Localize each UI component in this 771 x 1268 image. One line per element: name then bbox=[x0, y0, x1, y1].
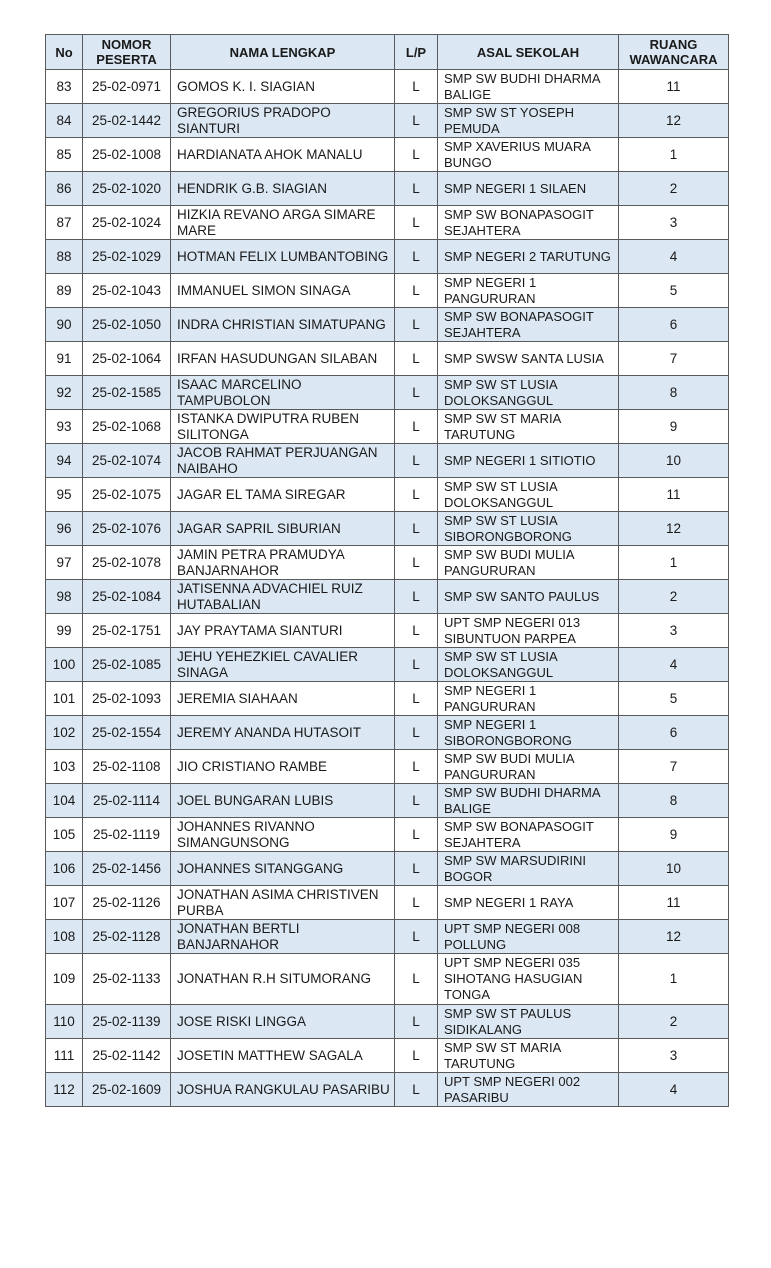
cell-nomor-peserta: 25-02-1585 bbox=[83, 376, 171, 410]
cell-lp: L bbox=[395, 1073, 438, 1107]
cell-ruang-wawancara: 2 bbox=[619, 1005, 729, 1039]
cell-nama-lengkap: JOHANNES SITANGGANG bbox=[171, 852, 395, 886]
cell-lp: L bbox=[395, 172, 438, 206]
header-nomor-peserta: NOMOR PESERTA bbox=[83, 35, 171, 70]
participant-table bbox=[45, 34, 729, 1107]
cell-lp: L bbox=[395, 546, 438, 580]
table-row bbox=[46, 580, 729, 614]
cell-asal-sekolah: SMP SW BONAPASOGIT SEJAHTERA bbox=[438, 818, 619, 852]
cell-nama-lengkap: ISAAC MARCELINO TAMPUBOLON bbox=[171, 376, 395, 410]
cell-nama-lengkap: JOHANNES RIVANNO SIMANGUNSONG bbox=[171, 818, 395, 852]
cell-no: 85 bbox=[46, 138, 83, 172]
cell-ruang-wawancara: 4 bbox=[619, 1073, 729, 1107]
header-nama-lengkap: NAMA LENGKAP bbox=[171, 35, 395, 70]
table-row bbox=[46, 512, 729, 546]
table-row bbox=[46, 1039, 729, 1073]
cell-nomor-peserta: 25-02-1076 bbox=[83, 512, 171, 546]
cell-no: 92 bbox=[46, 376, 83, 410]
participant-table-sheet bbox=[45, 34, 729, 1107]
cell-no: 96 bbox=[46, 512, 83, 546]
cell-ruang-wawancara: 11 bbox=[619, 478, 729, 512]
cell-asal-sekolah: SMP NEGERI 1 RAYA bbox=[438, 886, 619, 920]
cell-ruang-wawancara: 8 bbox=[619, 376, 729, 410]
cell-ruang-wawancara: 1 bbox=[619, 546, 729, 580]
cell-ruang-wawancara: 4 bbox=[619, 240, 729, 274]
cell-lp: L bbox=[395, 376, 438, 410]
cell-no: 83 bbox=[46, 70, 83, 104]
cell-nomor-peserta: 25-02-1050 bbox=[83, 308, 171, 342]
cell-nomor-peserta: 25-02-1751 bbox=[83, 614, 171, 648]
cell-lp: L bbox=[395, 308, 438, 342]
table-row bbox=[46, 750, 729, 784]
cell-lp: L bbox=[395, 206, 438, 240]
cell-asal-sekolah: UPT SMP NEGERI 013 SIBUNTUON PARPEA bbox=[438, 614, 619, 648]
table-row bbox=[46, 240, 729, 274]
cell-no: 86 bbox=[46, 172, 83, 206]
cell-nama-lengkap: JATISENNA ADVACHIEL RUIZ HUTABALIAN bbox=[171, 580, 395, 614]
cell-nomor-peserta: 25-02-1078 bbox=[83, 546, 171, 580]
cell-nama-lengkap: IRFAN HASUDUNGAN SILABAN bbox=[171, 342, 395, 376]
cell-nama-lengkap: HIZKIA REVANO ARGA SIMARE MARE bbox=[171, 206, 395, 240]
cell-nomor-peserta: 25-02-1008 bbox=[83, 138, 171, 172]
cell-nomor-peserta: 25-02-1075 bbox=[83, 478, 171, 512]
cell-lp: L bbox=[395, 138, 438, 172]
cell-lp: L bbox=[395, 784, 438, 818]
cell-asal-sekolah: SMP NEGERI 1 SILAEN bbox=[438, 172, 619, 206]
cell-lp: L bbox=[395, 818, 438, 852]
cell-nama-lengkap: JEHU YEHEZKIEL CAVALIER SINAGA bbox=[171, 648, 395, 682]
cell-asal-sekolah: SMP SW BUDHI DHARMA BALIGE bbox=[438, 784, 619, 818]
cell-lp: L bbox=[395, 954, 438, 1005]
cell-lp: L bbox=[395, 614, 438, 648]
cell-no: 87 bbox=[46, 206, 83, 240]
cell-no: 108 bbox=[46, 920, 83, 954]
cell-lp: L bbox=[395, 410, 438, 444]
cell-nama-lengkap: HOTMAN FELIX LUMBANTOBING bbox=[171, 240, 395, 274]
cell-asal-sekolah: SMP SW BUDI MULIA PANGURURAN bbox=[438, 546, 619, 580]
cell-lp: L bbox=[395, 682, 438, 716]
cell-ruang-wawancara: 11 bbox=[619, 886, 729, 920]
cell-ruang-wawancara: 11 bbox=[619, 70, 729, 104]
cell-lp: L bbox=[395, 512, 438, 546]
cell-lp: L bbox=[395, 478, 438, 512]
cell-no: 106 bbox=[46, 852, 83, 886]
cell-ruang-wawancara: 4 bbox=[619, 648, 729, 682]
cell-nama-lengkap: JOSE RISKI LINGGA bbox=[171, 1005, 395, 1039]
cell-ruang-wawancara: 2 bbox=[619, 172, 729, 206]
table-row bbox=[46, 478, 729, 512]
cell-no: 103 bbox=[46, 750, 83, 784]
cell-asal-sekolah: SMP SW ST MARIA TARUTUNG bbox=[438, 1039, 619, 1073]
cell-lp: L bbox=[395, 1039, 438, 1073]
cell-no: 94 bbox=[46, 444, 83, 478]
cell-asal-sekolah: SMP SWSW SANTA LUSIA bbox=[438, 342, 619, 376]
cell-nama-lengkap: JOEL BUNGARAN LUBIS bbox=[171, 784, 395, 818]
table-row bbox=[46, 818, 729, 852]
cell-nomor-peserta: 25-02-1456 bbox=[83, 852, 171, 886]
table-row bbox=[46, 546, 729, 580]
cell-lp: L bbox=[395, 886, 438, 920]
cell-ruang-wawancara: 7 bbox=[619, 750, 729, 784]
table-row bbox=[46, 172, 729, 206]
cell-nama-lengkap: JONATHAN ASIMA CHRISTIVEN PURBA bbox=[171, 886, 395, 920]
cell-lp: L bbox=[395, 580, 438, 614]
header-no: No bbox=[46, 35, 83, 70]
cell-no: 111 bbox=[46, 1039, 83, 1073]
cell-ruang-wawancara: 9 bbox=[619, 410, 729, 444]
table-header-row bbox=[46, 35, 729, 70]
table-row bbox=[46, 104, 729, 138]
cell-ruang-wawancara: 3 bbox=[619, 1039, 729, 1073]
cell-nomor-peserta: 25-02-1085 bbox=[83, 648, 171, 682]
cell-nama-lengkap: JAGAR SAPRIL SIBURIAN bbox=[171, 512, 395, 546]
cell-nama-lengkap: JOSETIN MATTHEW SAGALA bbox=[171, 1039, 395, 1073]
table-row bbox=[46, 920, 729, 954]
cell-nama-lengkap: JAY PRAYTAMA SIANTURI bbox=[171, 614, 395, 648]
cell-asal-sekolah: UPT SMP NEGERI 035 SIHOTANG HASUGIAN TONGA bbox=[438, 954, 619, 1005]
cell-asal-sekolah: SMP SW BUDHI DHARMA BALIGE bbox=[438, 70, 619, 104]
cell-nama-lengkap: JONATHAN BERTLI BANJARNAHOR bbox=[171, 920, 395, 954]
table-row bbox=[46, 274, 729, 308]
header-ruang-wawancara: RUANG WAWANCARA bbox=[619, 35, 729, 70]
cell-nama-lengkap: JIO CRISTIANO RAMBE bbox=[171, 750, 395, 784]
cell-ruang-wawancara: 12 bbox=[619, 104, 729, 138]
cell-nomor-peserta: 25-02-1068 bbox=[83, 410, 171, 444]
cell-lp: L bbox=[395, 852, 438, 886]
cell-asal-sekolah: SMP NEGERI 1 SIBORONGBORONG bbox=[438, 716, 619, 750]
cell-lp: L bbox=[395, 104, 438, 138]
cell-ruang-wawancara: 10 bbox=[619, 444, 729, 478]
cell-no: 88 bbox=[46, 240, 83, 274]
cell-lp: L bbox=[395, 342, 438, 376]
cell-nomor-peserta: 25-02-1139 bbox=[83, 1005, 171, 1039]
cell-ruang-wawancara: 5 bbox=[619, 274, 729, 308]
table-row bbox=[46, 70, 729, 104]
table-row bbox=[46, 784, 729, 818]
cell-nama-lengkap: ISTANKA DWIPUTRA RUBEN SILITONGA bbox=[171, 410, 395, 444]
table-row bbox=[46, 954, 729, 1005]
cell-lp: L bbox=[395, 444, 438, 478]
cell-nomor-peserta: 25-02-1029 bbox=[83, 240, 171, 274]
cell-no: 95 bbox=[46, 478, 83, 512]
cell-asal-sekolah: SMP NEGERI 1 PANGURURAN bbox=[438, 682, 619, 716]
cell-no: 98 bbox=[46, 580, 83, 614]
cell-nama-lengkap: JOSHUA RANGKULAU PASARIBU bbox=[171, 1073, 395, 1107]
cell-nama-lengkap: JEREMY ANANDA HUTASOIT bbox=[171, 716, 395, 750]
cell-asal-sekolah: UPT SMP NEGERI 008 POLLUNG bbox=[438, 920, 619, 954]
cell-lp: L bbox=[395, 274, 438, 308]
cell-no: 101 bbox=[46, 682, 83, 716]
table-row bbox=[46, 342, 729, 376]
cell-ruang-wawancara: 10 bbox=[619, 852, 729, 886]
cell-nama-lengkap: IMMANUEL SIMON SINAGA bbox=[171, 274, 395, 308]
cell-ruang-wawancara: 8 bbox=[619, 784, 729, 818]
cell-no: 97 bbox=[46, 546, 83, 580]
cell-no: 104 bbox=[46, 784, 83, 818]
table-row bbox=[46, 614, 729, 648]
table-row bbox=[46, 138, 729, 172]
cell-no: 100 bbox=[46, 648, 83, 682]
cell-nomor-peserta: 25-02-1074 bbox=[83, 444, 171, 478]
cell-lp: L bbox=[395, 648, 438, 682]
cell-asal-sekolah: SMP SW ST MARIA TARUTUNG bbox=[438, 410, 619, 444]
cell-no: 90 bbox=[46, 308, 83, 342]
header-asal-sekolah: ASAL SEKOLAH bbox=[438, 35, 619, 70]
cell-asal-sekolah: SMP SW ST PAULUS SIDIKALANG bbox=[438, 1005, 619, 1039]
table-row bbox=[46, 1073, 729, 1107]
table-row bbox=[46, 308, 729, 342]
cell-ruang-wawancara: 1 bbox=[619, 138, 729, 172]
cell-asal-sekolah: SMP SW ST LUSIA SIBORONGBORONG bbox=[438, 512, 619, 546]
cell-no: 102 bbox=[46, 716, 83, 750]
cell-no: 107 bbox=[46, 886, 83, 920]
cell-ruang-wawancara: 12 bbox=[619, 920, 729, 954]
cell-nama-lengkap: GOMOS K. I. SIAGIAN bbox=[171, 70, 395, 104]
cell-lp: L bbox=[395, 240, 438, 274]
cell-ruang-wawancara: 3 bbox=[619, 614, 729, 648]
cell-no: 89 bbox=[46, 274, 83, 308]
cell-nomor-peserta: 25-02-1142 bbox=[83, 1039, 171, 1073]
cell-lp: L bbox=[395, 1005, 438, 1039]
table-row bbox=[46, 444, 729, 478]
cell-nama-lengkap: GREGORIUS PRADOPO SIANTURI bbox=[171, 104, 395, 138]
cell-nomor-peserta: 25-02-1093 bbox=[83, 682, 171, 716]
cell-nama-lengkap: HARDIANATA AHOK MANALU bbox=[171, 138, 395, 172]
table-row bbox=[46, 376, 729, 410]
cell-asal-sekolah: SMP NEGERI 2 TARUTUNG bbox=[438, 240, 619, 274]
cell-lp: L bbox=[395, 716, 438, 750]
cell-nama-lengkap: INDRA CHRISTIAN SIMATUPANG bbox=[171, 308, 395, 342]
cell-no: 105 bbox=[46, 818, 83, 852]
cell-ruang-wawancara: 6 bbox=[619, 716, 729, 750]
cell-asal-sekolah: SMP NEGERI 1 SITIOTIO bbox=[438, 444, 619, 478]
cell-ruang-wawancara: 12 bbox=[619, 512, 729, 546]
table-row bbox=[46, 410, 729, 444]
cell-asal-sekolah: SMP XAVERIUS MUARA BUNGO bbox=[438, 138, 619, 172]
table-row bbox=[46, 716, 729, 750]
cell-no: 110 bbox=[46, 1005, 83, 1039]
cell-ruang-wawancara: 2 bbox=[619, 580, 729, 614]
table-row bbox=[46, 648, 729, 682]
cell-asal-sekolah: SMP SW BONAPASOGIT SEJAHTERA bbox=[438, 308, 619, 342]
cell-lp: L bbox=[395, 750, 438, 784]
cell-nomor-peserta: 25-02-1064 bbox=[83, 342, 171, 376]
cell-nomor-peserta: 25-02-1043 bbox=[83, 274, 171, 308]
cell-nomor-peserta: 25-02-1554 bbox=[83, 716, 171, 750]
cell-nomor-peserta: 25-02-1119 bbox=[83, 818, 171, 852]
cell-nama-lengkap: JAGAR EL TAMA SIREGAR bbox=[171, 478, 395, 512]
cell-ruang-wawancara: 5 bbox=[619, 682, 729, 716]
cell-nomor-peserta: 25-02-1133 bbox=[83, 954, 171, 1005]
cell-no: 112 bbox=[46, 1073, 83, 1107]
cell-no: 99 bbox=[46, 614, 83, 648]
cell-asal-sekolah: SMP NEGERI 1 PANGURURAN bbox=[438, 274, 619, 308]
cell-nama-lengkap: HENDRIK G.B. SIAGIAN bbox=[171, 172, 395, 206]
cell-nama-lengkap: JACOB RAHMAT PERJUANGAN NAIBAHO bbox=[171, 444, 395, 478]
cell-asal-sekolah: SMP SW ST LUSIA DOLOKSANGGUL bbox=[438, 376, 619, 410]
cell-nomor-peserta: 25-02-0971 bbox=[83, 70, 171, 104]
cell-lp: L bbox=[395, 920, 438, 954]
cell-asal-sekolah: SMP SW ST YOSEPH PEMUDA bbox=[438, 104, 619, 138]
cell-asal-sekolah: SMP SW ST LUSIA DOLOKSANGGUL bbox=[438, 648, 619, 682]
cell-nomor-peserta: 25-02-1114 bbox=[83, 784, 171, 818]
cell-nomor-peserta: 25-02-1084 bbox=[83, 580, 171, 614]
cell-nama-lengkap: JAMIN PETRA PRAMUDYA BANJARNAHOR bbox=[171, 546, 395, 580]
cell-nama-lengkap: JONATHAN R.H SITUMORANG bbox=[171, 954, 395, 1005]
cell-nomor-peserta: 25-02-1128 bbox=[83, 920, 171, 954]
cell-asal-sekolah: SMP SW ST LUSIA DOLOKSANGGUL bbox=[438, 478, 619, 512]
cell-ruang-wawancara: 3 bbox=[619, 206, 729, 240]
cell-no: 84 bbox=[46, 104, 83, 138]
table-row bbox=[46, 852, 729, 886]
cell-asal-sekolah: UPT SMP NEGERI 002 PASARIBU bbox=[438, 1073, 619, 1107]
cell-no: 109 bbox=[46, 954, 83, 1005]
cell-asal-sekolah: SMP SW BUDI MULIA PANGURURAN bbox=[438, 750, 619, 784]
cell-no: 93 bbox=[46, 410, 83, 444]
cell-asal-sekolah: SMP SW BONAPASOGIT SEJAHTERA bbox=[438, 206, 619, 240]
table-body bbox=[46, 70, 729, 1107]
table-row bbox=[46, 886, 729, 920]
cell-nomor-peserta: 25-02-1442 bbox=[83, 104, 171, 138]
table-row bbox=[46, 206, 729, 240]
header-lp: L/P bbox=[395, 35, 438, 70]
cell-asal-sekolah: SMP SW SANTO PAULUS bbox=[438, 580, 619, 614]
cell-ruang-wawancara: 6 bbox=[619, 308, 729, 342]
cell-ruang-wawancara: 9 bbox=[619, 818, 729, 852]
cell-nomor-peserta: 25-02-1126 bbox=[83, 886, 171, 920]
cell-nomor-peserta: 25-02-1609 bbox=[83, 1073, 171, 1107]
cell-ruang-wawancara: 7 bbox=[619, 342, 729, 376]
cell-nomor-peserta: 25-02-1020 bbox=[83, 172, 171, 206]
cell-nomor-peserta: 25-02-1108 bbox=[83, 750, 171, 784]
cell-asal-sekolah: SMP SW MARSUDIRINI BOGOR bbox=[438, 852, 619, 886]
cell-nama-lengkap: JEREMIA SIAHAAN bbox=[171, 682, 395, 716]
cell-lp: L bbox=[395, 70, 438, 104]
table-row bbox=[46, 682, 729, 716]
cell-no: 91 bbox=[46, 342, 83, 376]
cell-ruang-wawancara: 1 bbox=[619, 954, 729, 1005]
cell-nomor-peserta: 25-02-1024 bbox=[83, 206, 171, 240]
table-row bbox=[46, 1005, 729, 1039]
